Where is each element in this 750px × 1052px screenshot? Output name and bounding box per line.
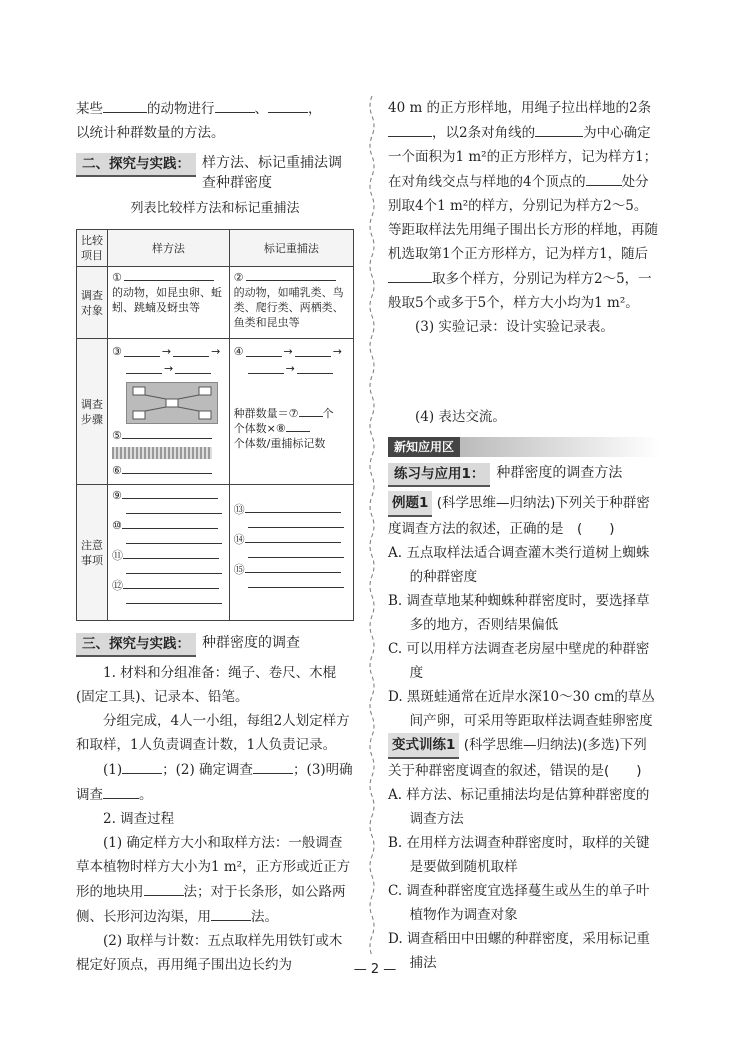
intro-paragraph: 某些 的动物进行 、 ， 以统计种群数量的方法。 xyxy=(76,96,354,145)
fill-blank[interactable] xyxy=(122,757,162,774)
fill-blank[interactable] xyxy=(124,346,160,357)
right-column xyxy=(388,96,660,975)
table-cell: ⑬ ⑭ ⑮ xyxy=(229,485,353,621)
blank-space xyxy=(388,339,660,405)
fill-blank[interactable] xyxy=(126,363,162,374)
steps-paragraph: (1) ；(2) 确定调查 ；(3)明确调查 。 xyxy=(76,757,354,807)
fill-blank[interactable] xyxy=(123,578,219,589)
step-flow: → xyxy=(234,361,349,376)
option-a[interactable]: A. 样方法、标记重捕法均是估算种群密度的调查方法 xyxy=(388,787,650,827)
fill-blank[interactable] xyxy=(124,270,214,281)
new-knowledge-section-header: 新知应用区 xyxy=(388,437,660,457)
materials-paragraph: 1. 材料和分组准备：绳子、卷尺、木棍(固定工具)、记录本、铅笔。 xyxy=(76,665,337,705)
grouping-paragraph: 分组完成，4人一小组，每组2人划定样方和取样，1人负责调查计数，1人负责记录。 xyxy=(76,713,350,753)
page-number: — 2 — xyxy=(353,962,397,977)
header-gradient-bar xyxy=(460,437,660,457)
table-header: 样方法 xyxy=(108,230,230,267)
section-3-header: 三、探究与实践： 种群密度的调查 xyxy=(76,633,354,657)
fill-blank[interactable] xyxy=(122,463,212,474)
fill-blank[interactable] xyxy=(103,96,147,113)
table-header: 比较项目 xyxy=(77,230,108,267)
column-divider xyxy=(366,96,378,956)
variant-tag: 变式训练1 xyxy=(388,733,459,759)
fill-blank[interactable] xyxy=(211,904,251,921)
fill-blank[interactable] xyxy=(246,270,336,281)
table-cell xyxy=(229,339,353,485)
five-point-diagram xyxy=(127,383,217,423)
fill-blank[interactable] xyxy=(299,406,323,417)
row-label: 注意事项 xyxy=(77,485,108,621)
step-flow: ③ → → xyxy=(112,345,221,358)
fill-blank[interactable] xyxy=(245,562,341,573)
option-b[interactable]: B. 在用样方法调查种群密度时，取样的关键是要做到随机取样 xyxy=(388,835,650,875)
fill-blank[interactable] xyxy=(246,346,282,357)
sampling-continued: 40 m 的正方形样地，用绳子拉出样地的2条，以2条对角线的 为中心确定一个面积为1 m²的正方形样方，记为样方1；在对角线交点与样地的4个顶点的 处分别取4个1 m²的样方，分别记为样方2～5。等距取样法先用绳子围出长方形的样地，再随机选取第1个正方形样方，记为样方1，随后取多个样方，分别记为样方2～5，一般取5个或多于5个，样方大小均为1 m²。 xyxy=(388,100,658,311)
fill-blank[interactable] xyxy=(173,346,209,357)
fill-blank[interactable] xyxy=(388,120,432,137)
fill-blank[interactable] xyxy=(144,879,184,896)
table-cell: ③ → → → ⑤ ⑥ xyxy=(108,339,230,485)
transect-illustration xyxy=(112,447,212,459)
table-caption: 列表比较样方法和标记重捕法 xyxy=(130,201,300,216)
fill-blank[interactable] xyxy=(586,169,622,186)
fill-blank[interactable] xyxy=(126,563,222,574)
option-c[interactable]: C. 可以用样方法调查老房屋中壁虎的种群密度 xyxy=(388,641,650,681)
example-1: 例题1 (科学思维—归纳法)下列关于种群密度调查方法的叙述，正确的是 ( ) A. 五点取样法适合调查灌木类行道树上蜘蛛的种群密度 B. 调查草地某种蜘蛛种群密度时，要选择草多的地方，否则结果偏低 C. 可以用样方法调查老房屋中壁虎的种群密度 D. 黑斑蛙通常在近岸水深10～30 cm的草丛间产卵，可采用等距取样法调查蛙卵密度 xyxy=(388,491,660,733)
fill-blank[interactable] xyxy=(286,421,310,432)
fill-blank[interactable] xyxy=(215,96,255,113)
option-b[interactable]: B. 调查草地某种蜘蛛种群密度时，要选择草多的地方，否则结果偏低 xyxy=(388,593,650,633)
example-tag: 例题1 xyxy=(388,491,432,517)
table-cell: ⑨ ⑩ ⑪ ⑫ xyxy=(108,485,230,621)
sampling-paragraph: (2) 取样与计数：五点取样先用铁钉或木棍定好顶点，再用绳子围出边长约为 xyxy=(76,933,343,973)
fill-blank[interactable] xyxy=(122,428,212,439)
fill-blank[interactable] xyxy=(122,518,218,529)
fill-blank[interactable] xyxy=(535,120,583,137)
fill-blank[interactable] xyxy=(122,488,218,499)
fill-blank[interactable] xyxy=(248,363,284,374)
fill-blank[interactable] xyxy=(123,548,219,559)
record-step: (3) 实验记录：设计实验记录表。 xyxy=(415,319,614,335)
fill-blank[interactable] xyxy=(103,782,139,799)
row-label: 调查对象 xyxy=(77,267,108,339)
option-c[interactable]: C. 调查种群密度宜选择蔓生或丛生的单子叶植物作为调查对象 xyxy=(388,883,650,923)
communicate-step: (4) 表达交流。 xyxy=(415,409,506,425)
practice-header: 练习与应用1： 种群密度的调查方法 xyxy=(388,463,660,487)
fill-blank[interactable] xyxy=(126,593,222,604)
fill-blank[interactable] xyxy=(126,533,222,544)
quadrat-illustration xyxy=(126,382,218,424)
step-flow: → xyxy=(112,361,225,376)
section-2-header: 二、探究与实践： 样方法、标记重捕法调查种群密度 xyxy=(76,153,354,193)
method-paragraph: (1) 确定样方大小和取样方法：一般调查草本植物时样方大小为1 m²，正方形或近正方形的地块用 法；对于长条形，如公路两侧、长形河边沟渠，用 法。 xyxy=(76,835,351,925)
option-d[interactable]: D. 黑斑蛙通常在近岸水深10～30 cm的草丛间产卵，可采用等距取样法调查蛙卵密度 xyxy=(388,689,655,729)
formula: 种群数量＝⑦ 个 个体数×⑧ 个体数/重捕标记数 xyxy=(233,407,334,450)
fill-blank[interactable] xyxy=(297,363,333,374)
fill-blank[interactable] xyxy=(253,757,293,774)
table-cell: ② 的动物，如哺乳类、鸟类、爬行类、两栖类、鱼类和昆虫等 xyxy=(229,267,353,339)
option-d[interactable]: D. 调查稻田中田螺的种群密度，采用标记重捕法 xyxy=(388,931,650,971)
process-heading: 2. 调查过程 xyxy=(103,811,175,827)
fill-blank[interactable] xyxy=(245,532,341,543)
fill-blank[interactable] xyxy=(175,363,211,374)
fill-blank[interactable] xyxy=(248,547,344,558)
fill-blank[interactable] xyxy=(388,266,432,283)
left-column xyxy=(76,96,354,977)
step-flow: ④ → → xyxy=(233,345,342,358)
fill-blank[interactable] xyxy=(126,503,222,514)
fill-blank[interactable] xyxy=(245,502,341,513)
table-cell: ① 的动物，如昆虫卵、蚯蚓、跳蝻及蚜虫等 xyxy=(108,267,230,339)
option-a[interactable]: A. 五点取样法适合调查灌木类行道树上蜘蛛的种群密度 xyxy=(388,545,650,585)
table-header: 标记重捕法 xyxy=(229,230,353,267)
comparison-table xyxy=(76,229,354,621)
fill-blank[interactable] xyxy=(248,517,344,528)
fill-blank[interactable] xyxy=(295,346,331,357)
fill-blank[interactable] xyxy=(248,577,344,588)
row-label: 调查步骤 xyxy=(77,339,108,485)
fill-blank[interactable] xyxy=(268,96,308,113)
variant-1: 变式训练1 (科学思维—归纳法)(多选)下列关于种群密度调查的叙述，错误的是( ) A. 样方法、标记重捕法均是估算种群密度的调查方法 B. 在用样方法调查种群密度时，取样的关键是要做到随机取样 C. 调查种群密度宜选择蔓生或丛生的单子叶植物作为调查对象 D. 调查稻田中田螺的种群密度，采用标记重捕法 xyxy=(388,733,660,975)
